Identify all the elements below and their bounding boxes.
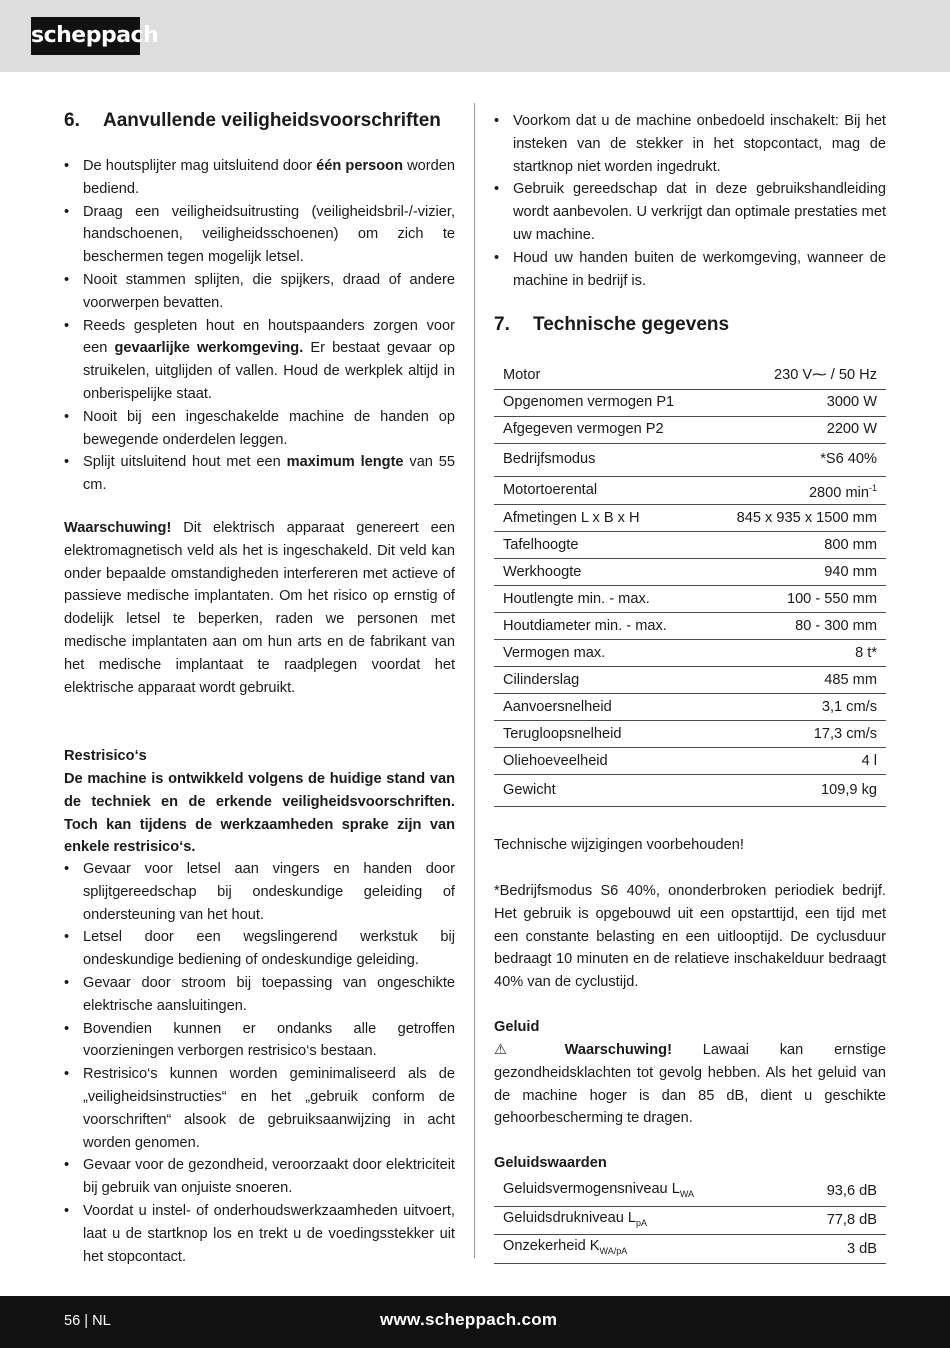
spec-value: 77,8 dB <box>789 1206 886 1235</box>
spec-label: Houtlengte min. - max. <box>494 586 707 613</box>
spec-value: 4 l <box>707 748 886 775</box>
restrisico-heading: Restrisico‘s <box>64 748 147 764</box>
list-item: • Gebruik gereedschap dat in deze gebruikshandleiding wordt aanbevolen. U verkrijgt dan optimale prestaties met uw machine. <box>494 178 886 246</box>
list-item: • Reeds gespleten hout en houtspaanders zorgen voor een gevaarlijke werkomgeving. Er bestaat gevaar op struikelen, uitglijden of vallen. Houd de werkplek altijd in onberispelijke staat. <box>64 315 455 406</box>
spec-label: Houtdiameter min. - max. <box>494 613 707 640</box>
page-number: 56 <box>64 1313 81 1329</box>
table-row <box>494 694 886 721</box>
warning-label: Waarschuwing! <box>64 520 172 536</box>
spec-label: Geluidsdrukniveau $L_{pA}$ <box>494 1206 789 1235</box>
spec-label: Terugloopsnelheid <box>494 721 707 748</box>
spec-value: *S6 40% <box>707 443 886 476</box>
technical-changes-note: Technische wijzigingen voorbehouden! <box>494 837 744 853</box>
list-item: • Restrisico‘s kunnen worden geminimaliseerd als de „veiligheidsinstructies“ en het „gebruik conform de voorschriften“ alsook de gebruiksaanwijzing in acht worden genomen. <box>64 1063 455 1154</box>
spec-value: 2200 W <box>707 416 886 443</box>
section-number: 6. <box>64 110 80 131</box>
table-row <box>494 362 886 389</box>
technical-data-table <box>494 362 886 807</box>
spec-label: Tafelhoogte <box>494 532 707 559</box>
spec-label: Aanvoersnelheid <box>494 694 707 721</box>
spec-value: 3000 W <box>707 389 886 416</box>
spec-value: 800 mm <box>707 532 886 559</box>
table-row <box>494 1178 886 1206</box>
section-7-heading <box>494 313 886 337</box>
table-row <box>494 775 886 807</box>
spec-label: Geluidsvermogensniveau $L_{WA}$ <box>494 1178 789 1206</box>
list-item: • Nooit bij een ingeschakelde machine de handen op bewegende onderdelen leggen. <box>64 406 455 452</box>
spec-label: Opgenomen vermogen P1 <box>494 389 707 416</box>
spec-label: Vermogen max. <box>494 640 707 667</box>
list-item: • Draag een veiligheidsuitrusting (veiligheidsbril-/-vizier, handschoenen, veiligheidsschoenen) om zich te beschermen tegen mogelijk letsel. <box>64 201 455 269</box>
s6-mode-note: *Bedrijfsmodus S6 40%, ononderbroken periodiek bedrijf. Het gebruik is opgebouwd uit een opstarttijd, een tijd met een constante belasting en een uitlooptijd. De cyclusduur bedraagt 10 minuten en de relatieve inschakelduur bedraagt 40% van de cyclustijd. <box>494 883 886 991</box>
section-title: Technische gegevens <box>533 314 730 335</box>
list-item: • Voordat u instel- of onderhoudswerkzaamheden uitvoert, laat u de startknop los en trekt u de voedingsstekker uit het stopcontact. <box>64 1200 455 1268</box>
page-footer <box>0 1296 950 1348</box>
spec-label: Bedrijfsmodus <box>494 443 707 476</box>
table-row <box>494 721 886 748</box>
spec-value: 80 - 300 mm <box>707 613 886 640</box>
table-row <box>494 613 886 640</box>
spec-value: 3 dB <box>789 1235 886 1264</box>
spec-label: Gewicht <box>494 775 707 807</box>
spec-label: Oliehoeveelheid <box>494 748 707 775</box>
list-item: • Houd uw handen buiten de werkomgeving, wanneer de machine in bedrijf is. <box>494 247 886 293</box>
geluid-heading: Geluid <box>494 1019 540 1035</box>
geluidswaarden-heading: Geluidswaarden <box>494 1155 607 1171</box>
spec-value: 17,3 cm/s <box>707 721 886 748</box>
restrisico-intro: De machine is ontwikkeld volgens de huidige stand van de techniek en de erkende veiligheidsvoorschriften. Toch kan tijdens de werkzaamheden sprake zijn van enkele restrisico‘s. <box>64 771 455 856</box>
spec-value: 2800 $\min^{-1}$ <box>707 476 886 505</box>
table-row <box>494 443 886 476</box>
spec-value: 93,6 dB <box>789 1178 886 1206</box>
table-row <box>494 559 886 586</box>
spec-value: 940 mm <box>707 559 886 586</box>
spec-value: 230 V⁓ / 50 Hz <box>707 362 886 389</box>
spec-label: Motortoerental <box>494 476 707 505</box>
spec-value: 485 mm <box>707 667 886 694</box>
scheppach-logo: scheppach <box>31 17 140 55</box>
table-row <box>494 389 886 416</box>
website-link[interactable]: www.scheppach.com <box>380 1310 558 1329</box>
spec-value: 100 - 550 mm <box>707 586 886 613</box>
residual-risk-list <box>64 858 455 1268</box>
list-item: • Voorkom dat u de machine onbedoeld inschakelt: Bij het insteken van de stekker in het stopcontact, mag de startknop niet worden ingedrukt. <box>494 110 886 178</box>
language-code: NL <box>92 1313 111 1329</box>
section-number: 7. <box>494 314 510 335</box>
table-row <box>494 667 886 694</box>
column-divider <box>474 103 475 1258</box>
table-row <box>494 640 886 667</box>
table-row <box>494 748 886 775</box>
spec-label: Cilinderslag <box>494 667 707 694</box>
noise-warning-paragraph: ⚠ Waarschuwing! Lawaai kan ernstige gezondheidsklachten tot gevolg hebben. Als het geluid van de machine hoger is dan 85 dB, dient u geschikte gehoorbescherming te dragen. <box>494 1042 886 1127</box>
list-item: • Gevaar door stroom bij toepassing van ongeschikte elektrische aansluitingen. <box>64 972 455 1018</box>
page-header <box>0 0 950 72</box>
list-item: • De houtsplijter mag uitsluitend door één persoon worden bediend. <box>64 155 455 201</box>
table-row <box>494 1206 886 1235</box>
warning-label: Waarschuwing! <box>564 1042 672 1058</box>
list-item: • Nooit stammen splijten, die spijkers, draad of andere voorwerpen bevatten. <box>64 269 455 315</box>
spec-value: 109,9 kg <box>707 775 886 807</box>
table-row <box>494 505 886 532</box>
list-item: • Splijt uitsluitend hout met een maximum lengte van 55 cm. <box>64 451 455 497</box>
safety-bullet-list <box>64 155 455 497</box>
spec-value: 3,1 cm/s <box>707 694 886 721</box>
spec-label: Werkhoogte <box>494 559 707 586</box>
table-row <box>494 1235 886 1264</box>
table-row <box>494 476 886 505</box>
emf-warning-paragraph: Waarschuwing! Dit elektrisch apparaat genereert een elektromagnetisch veld als het is ingeschakeld. Dit veld kan onder bepaalde omstandigheden interfereren met actieve of passieve medische implantaten. Om het risico op ernstig of dodelijk letsel te beperken, raden we personen met medische implantaten aan om hun arts en de fabrikant van het medische implantaat te raadplegen voordat het elektrische apparaat wordt gebruikt. <box>64 520 455 696</box>
spec-label: Motor <box>494 362 707 389</box>
right-bullet-list <box>494 110 886 292</box>
table-row <box>494 532 886 559</box>
list-item: • Gevaar voor letsel aan vingers en handen door splijtgereedschap bij ondeskundige geleiding of ondersteuning van het hout. <box>64 858 455 926</box>
list-item: • Bovendien kunnen er ondanks alle getroffen voorzieningen verborgen restrisico‘s bestaan. <box>64 1018 455 1064</box>
table-row <box>494 586 886 613</box>
section-title: Aanvullende veiligheidsvoorschriften <box>103 110 441 131</box>
spec-label: Afmetingen L x B x H <box>494 505 707 532</box>
list-item: • Gevaar voor de gezondheid, veroorzaakt door elektriciteit bij gebruik van onjuiste snoeren. <box>64 1154 455 1200</box>
table-row <box>494 416 886 443</box>
spec-value: 8 t* <box>707 640 886 667</box>
list-item: • Letsel door een wegslingerend werkstuk bij ondeskundige bediening of ondeskundige geleiding. <box>64 926 455 972</box>
sound-values-table <box>494 1178 886 1264</box>
spec-value: 845 x 935 x 1500 mm <box>707 505 886 532</box>
section-6-heading <box>64 109 455 133</box>
spec-label: Onzekerheid $K_{WA/pA}$ <box>494 1235 789 1264</box>
spec-label: Afgegeven vermogen P2 <box>494 416 707 443</box>
page-indicator: 56 | NL <box>64 1313 111 1329</box>
warning-triangle-icon: ⚠ <box>494 1042 534 1058</box>
